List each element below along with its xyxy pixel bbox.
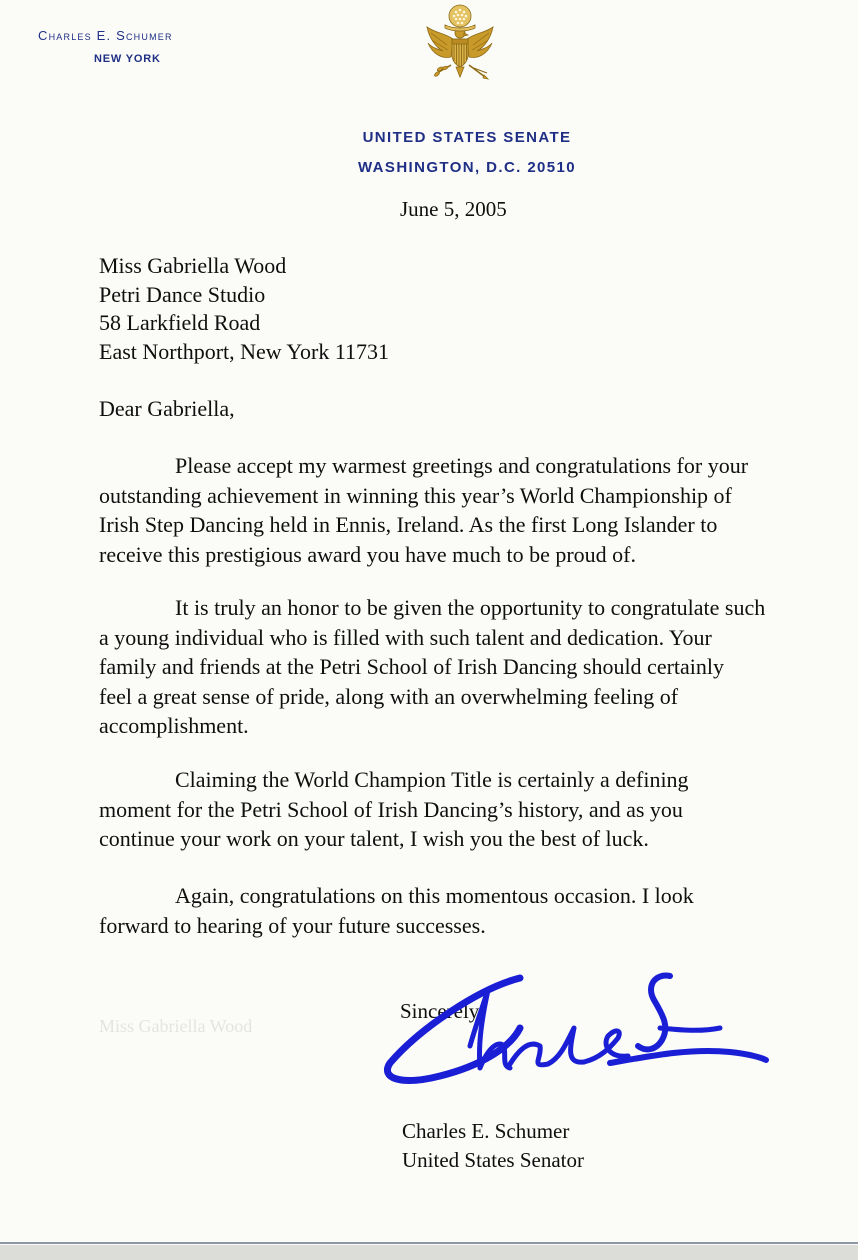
paragraph-line: receive this prestigious award you have much to be proud of. <box>99 541 637 567</box>
signer-title: United States Senator <box>402 1148 584 1172</box>
letterhead-address: WASHINGTON, D.C. 20510 <box>357 159 577 176</box>
paragraph-line: moment for the Petri School of Irish Dancing’s history, and as you <box>99 796 683 822</box>
great-seal-eagle-icon <box>423 3 497 95</box>
body-paragraph-4 <box>99 881 694 940</box>
recipient-name: Miss Gabriella Wood <box>99 253 287 278</box>
signer-name: Charles E. Schumer <box>402 1119 570 1143</box>
salutation: Dear Gabriella, <box>99 396 235 421</box>
paragraph-line: feel a great sense of pride, along with an overwhelming feeling of <box>99 683 679 709</box>
body-paragraph-1 <box>99 451 748 569</box>
recipient-address-block <box>99 252 389 366</box>
paragraph-line: Irish Step Dancing held in Ennis, Ireland. As the first Long Islander to <box>99 512 718 537</box>
paragraph-line: accomplishment. <box>99 713 249 738</box>
paragraph-line: continue your work on your talent, I wish you the best of luck. <box>99 826 649 851</box>
recipient-street: 58 Larkfield Road <box>99 310 261 335</box>
body-paragraph-3 <box>99 765 689 854</box>
paragraph-line: Please accept my warmest greetings and congratulations for your <box>175 453 749 478</box>
paragraph-line: a young individual who is filled with such talent and dedication. Your <box>99 624 712 650</box>
closing: Sincerely, <box>400 999 484 1023</box>
paragraph-line: forward to hearing of your future successes. <box>99 912 486 938</box>
recipient-city-state-zip: East Northport, New York 11731 <box>99 338 390 364</box>
handwritten-signature <box>370 968 770 1093</box>
letterhead-member-state: NEW YORK <box>94 53 161 65</box>
recipient-organization: Petri Dance Studio <box>99 281 266 307</box>
letterhead-institution: UNITED STATES SENATE <box>362 129 572 146</box>
paragraph-line: It is truly an honor to be given the opportunity to congratulate such <box>175 595 766 620</box>
paragraph-line: outstanding achievement in winning this year’s World Championship of <box>99 482 732 508</box>
body-paragraph-2 <box>99 593 765 741</box>
letter-date: June 5, 2005 <box>400 197 507 221</box>
signer-block <box>402 1117 584 1175</box>
page-bottom-edge <box>0 1245 858 1260</box>
page-edge-divider <box>0 1242 858 1244</box>
ghost-show-through-text: Miss Gabriella Wood <box>99 1016 253 1036</box>
letterhead-member-name: Charles E. Schumer <box>38 28 173 43</box>
paragraph-line: family and friends at the Petri School of Irish Dancing should certainly <box>99 654 725 679</box>
paragraph-line: Again, congratulations on this momentous occasion. I look <box>175 883 694 908</box>
paragraph-line: Claiming the World Champion Title is certainly a defining <box>175 767 689 792</box>
